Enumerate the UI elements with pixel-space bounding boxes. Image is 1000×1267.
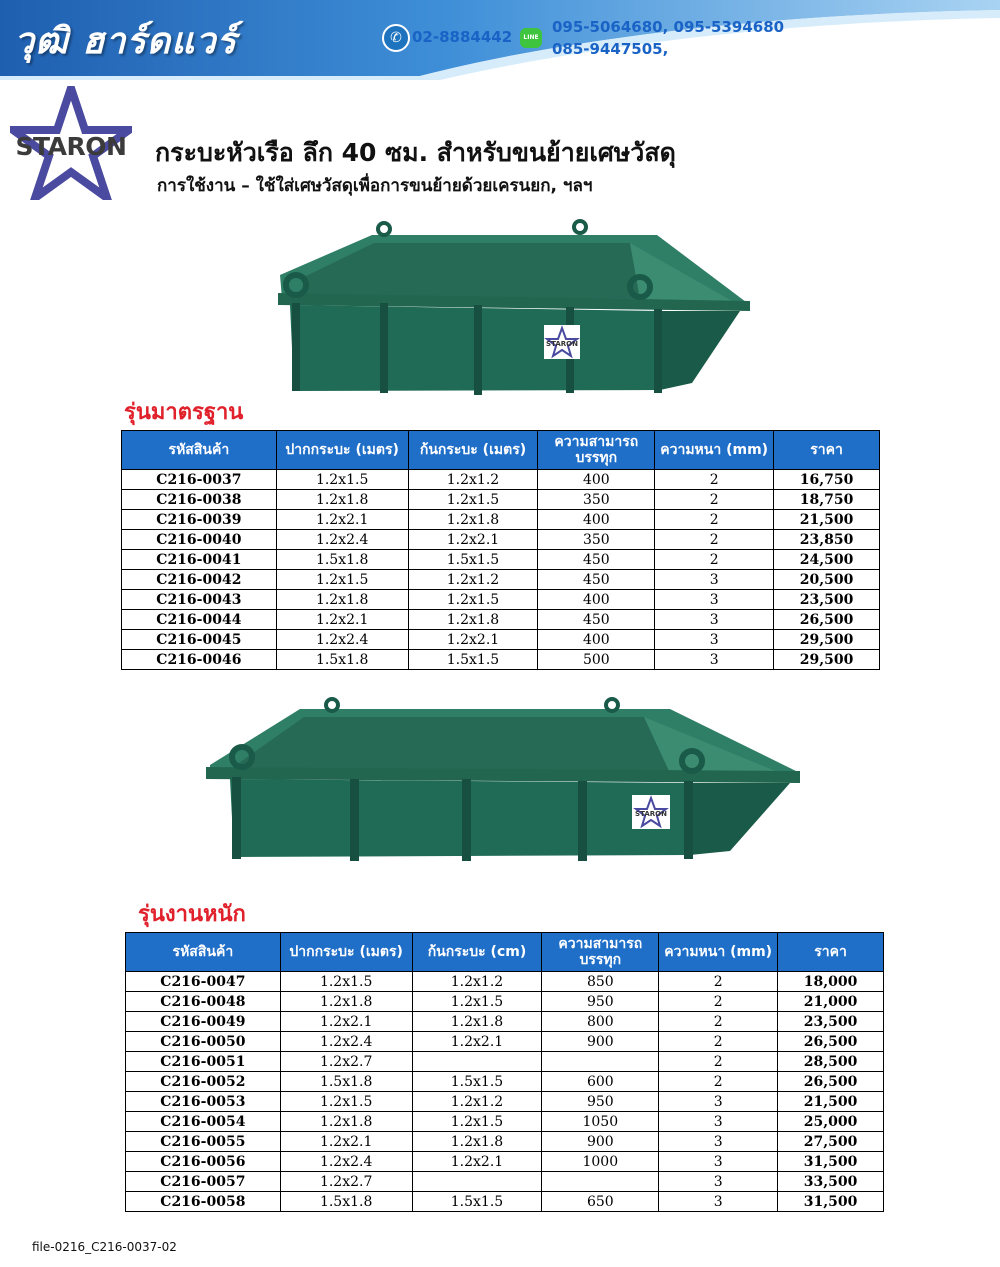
- top-size-cell: 1.2x1.5: [280, 972, 412, 992]
- product-code-cell: C216-0044: [122, 610, 277, 630]
- table-row: [122, 530, 880, 550]
- bottom-size-cell: 1.5x1.5: [408, 650, 538, 670]
- table-row: [122, 490, 880, 510]
- top-size-cell: 1.2x1.8: [280, 992, 412, 1012]
- capacity-cell: 400: [538, 470, 655, 490]
- table-row: [126, 1132, 884, 1152]
- top-size-cell: 1.5x1.8: [276, 650, 408, 670]
- table-row: [122, 550, 880, 570]
- product-code-cell: C216-0042: [122, 570, 277, 590]
- file-id-footer: file-0216_C216-0037-02: [32, 1240, 177, 1254]
- top-size-cell: 1.5x1.8: [280, 1072, 412, 1092]
- price-cell: 25,000: [778, 1112, 884, 1132]
- phone-icon: ✆: [382, 24, 410, 52]
- product-code-cell: C216-0057: [126, 1172, 281, 1192]
- bottom-size-cell: 1.2x1.2: [412, 1092, 542, 1112]
- bottom-size-cell: 1.2x1.5: [412, 1112, 542, 1132]
- col-header-price: ราคา: [778, 933, 884, 972]
- table-row: [126, 1032, 884, 1052]
- thickness-cell: 3: [659, 1192, 778, 1212]
- table-row: [126, 1152, 884, 1172]
- price-cell: 21,000: [778, 992, 884, 1012]
- bottom-size-cell: [412, 1052, 542, 1072]
- table-header-row: [126, 933, 884, 972]
- price-cell: 21,500: [778, 1092, 884, 1112]
- col-header-thickness: ความหนา (mm): [655, 431, 774, 470]
- col-header-bottom-size: ก้นกระบะ (cm): [412, 933, 542, 972]
- product-code-cell: C216-0049: [126, 1012, 281, 1032]
- price-cell: 33,500: [778, 1172, 884, 1192]
- logo-text: STARON: [15, 132, 127, 161]
- bottom-size-cell: 1.2x1.8: [408, 610, 538, 630]
- bottom-size-cell: 1.2x1.2: [412, 972, 542, 992]
- product-code-cell: C216-0046: [122, 650, 277, 670]
- thickness-cell: 3: [655, 630, 774, 650]
- top-size-cell: 1.2x2.4: [280, 1152, 412, 1172]
- table-row: [122, 650, 880, 670]
- table-row: [122, 470, 880, 490]
- table-row: [122, 630, 880, 650]
- product-code-cell: C216-0050: [126, 1032, 281, 1052]
- top-size-cell: 1.2x2.1: [276, 610, 408, 630]
- product-code-cell: C216-0056: [126, 1152, 281, 1172]
- thickness-cell: 2: [659, 972, 778, 992]
- thickness-cell: 3: [659, 1112, 778, 1132]
- bottom-size-cell: 1.2x2.1: [412, 1152, 542, 1172]
- capacity-cell: 950: [542, 1092, 659, 1112]
- thickness-cell: 2: [655, 550, 774, 570]
- col-header-capacity: ความสามารถ บรรทุก: [538, 431, 655, 470]
- capacity-cell: 500: [538, 650, 655, 670]
- price-cell: 18,000: [778, 972, 884, 992]
- capacity-cell: 1050: [542, 1112, 659, 1132]
- top-size-cell: 1.2x1.5: [280, 1092, 412, 1112]
- price-cell: 26,500: [774, 610, 880, 630]
- thickness-cell: 3: [655, 610, 774, 630]
- svg-text:STARON: STARON: [546, 340, 578, 348]
- mobile-numbers-line1[interactable]: 095-5064680, 095-5394680: [552, 18, 785, 36]
- table-row: [126, 992, 884, 1012]
- product-code-cell: C216-0045: [122, 630, 277, 650]
- thickness-cell: 3: [655, 650, 774, 670]
- thickness-cell: 3: [659, 1152, 778, 1172]
- product-subtitle: การใช้งาน – ใช้ใส่เศษวัสดุเพื่อการขนย้ายด้วยเครนยก, ฯลฯ: [157, 176, 593, 196]
- top-size-cell: 1.5x1.8: [280, 1192, 412, 1212]
- table-row: [122, 610, 880, 630]
- top-size-cell: 1.2x1.8: [276, 490, 408, 510]
- top-size-cell: 1.2x2.7: [280, 1052, 412, 1072]
- price-cell: 23,850: [774, 530, 880, 550]
- top-size-cell: 1.2x2.4: [280, 1032, 412, 1052]
- bottom-size-cell: 1.5x1.5: [412, 1072, 542, 1092]
- table-row: [126, 1012, 884, 1032]
- standard-section-title: รุ่นมาตรฐาน: [124, 400, 244, 425]
- capacity-cell: 1000: [542, 1152, 659, 1172]
- capacity-cell: 900: [542, 1032, 659, 1052]
- thickness-cell: 2: [659, 1032, 778, 1052]
- bottom-size-cell: 1.2x1.8: [412, 1132, 542, 1152]
- price-cell: 23,500: [778, 1012, 884, 1032]
- price-cell: 26,500: [778, 1072, 884, 1092]
- bottom-size-cell: 1.2x2.1: [408, 530, 538, 550]
- staron-logo: [10, 86, 132, 200]
- thickness-cell: 2: [659, 1012, 778, 1032]
- thickness-cell: 2: [655, 530, 774, 550]
- capacity-cell: 600: [542, 1072, 659, 1092]
- product-code-cell: C216-0051: [126, 1052, 281, 1072]
- line-app-icon: LINE: [520, 28, 542, 48]
- table-row: [126, 1112, 884, 1132]
- svg-text:STARON: STARON: [635, 810, 667, 818]
- product-code-cell: C216-0041: [122, 550, 277, 570]
- thickness-cell: 2: [655, 510, 774, 530]
- table-row: [126, 1052, 884, 1072]
- bottom-size-cell: 1.2x1.5: [408, 490, 538, 510]
- price-cell: 29,500: [774, 630, 880, 650]
- capacity-cell: 400: [538, 630, 655, 650]
- capacity-cell: [542, 1052, 659, 1072]
- bottom-size-cell: 1.5x1.5: [408, 550, 538, 570]
- price-cell: 23,500: [774, 590, 880, 610]
- capacity-cell: 400: [538, 510, 655, 530]
- bottom-size-cell: 1.2x2.1: [408, 630, 538, 650]
- heavy-section-title: รุ่นงานหนัก: [138, 902, 246, 927]
- table-row: [126, 1072, 884, 1092]
- col-header-thickness: ความหนา (mm): [659, 933, 778, 972]
- product-code-cell: C216-0048: [126, 992, 281, 1012]
- thickness-cell: 2: [659, 992, 778, 1012]
- col-header-code: รหัสสินค้า: [126, 933, 281, 972]
- bottom-size-cell: 1.2x1.2: [408, 470, 538, 490]
- capacity-cell: [542, 1172, 659, 1192]
- price-cell: 31,500: [778, 1192, 884, 1212]
- heavy-spec-table: [125, 932, 884, 1212]
- capacity-cell: 850: [542, 972, 659, 992]
- capacity-cell: 400: [538, 590, 655, 610]
- bottom-size-cell: 1.5x1.5: [412, 1192, 542, 1212]
- price-cell: 29,500: [774, 650, 880, 670]
- product-code-cell: C216-0054: [126, 1112, 281, 1132]
- top-size-cell: 1.2x2.1: [280, 1132, 412, 1152]
- thickness-cell: 3: [655, 570, 774, 590]
- heavy-bin-image: [200, 695, 810, 880]
- mobile-numbers-line2[interactable]: 085-9447505,: [552, 40, 669, 58]
- thickness-cell: 3: [655, 590, 774, 610]
- bottom-size-cell: 1.2x1.2: [408, 570, 538, 590]
- capacity-cell: 350: [538, 530, 655, 550]
- top-size-cell: 1.5x1.8: [276, 550, 408, 570]
- table-row: [122, 570, 880, 590]
- product-code-cell: C216-0038: [122, 490, 277, 510]
- thickness-cell: 3: [659, 1172, 778, 1192]
- capacity-cell: 450: [538, 610, 655, 630]
- thickness-cell: 3: [659, 1092, 778, 1112]
- header-band: [0, 0, 1000, 80]
- capacity-cell: 450: [538, 550, 655, 570]
- price-cell: 24,500: [774, 550, 880, 570]
- price-cell: 26,500: [778, 1032, 884, 1052]
- price-cell: 31,500: [778, 1152, 884, 1172]
- capacity-cell: 350: [538, 490, 655, 510]
- bottom-size-cell: 1.2x1.8: [412, 1012, 542, 1032]
- product-code-cell: C216-0052: [126, 1072, 281, 1092]
- col-header-code: รหัสสินค้า: [122, 431, 277, 470]
- capacity-cell: 800: [542, 1012, 659, 1032]
- top-size-cell: 1.2x2.4: [276, 530, 408, 550]
- top-size-cell: 1.2x1.5: [276, 470, 408, 490]
- col-header-top-size: ปากกระบะ (เมตร): [280, 933, 412, 972]
- price-cell: 20,500: [774, 570, 880, 590]
- bottom-size-cell: 1.2x2.1: [412, 1032, 542, 1052]
- table-row: [126, 1192, 884, 1212]
- table-row: [122, 510, 880, 530]
- price-cell: 18,750: [774, 490, 880, 510]
- bottom-size-cell: 1.2x1.8: [408, 510, 538, 530]
- capacity-cell: 950: [542, 992, 659, 1012]
- thickness-cell: 2: [659, 1052, 778, 1072]
- standard-spec-table: [121, 430, 880, 670]
- table-row: [122, 590, 880, 610]
- top-size-cell: 1.2x1.5: [276, 570, 408, 590]
- col-header-bottom-size: ก้นกระบะ (เมตร): [408, 431, 538, 470]
- product-code-cell: C216-0037: [122, 470, 277, 490]
- price-cell: 28,500: [778, 1052, 884, 1072]
- price-cell: 21,500: [774, 510, 880, 530]
- capacity-cell: 900: [542, 1132, 659, 1152]
- capacity-cell: 450: [538, 570, 655, 590]
- phone-number[interactable]: 02-8884442: [412, 28, 513, 46]
- top-size-cell: 1.2x2.1: [280, 1012, 412, 1032]
- table-row: [126, 1092, 884, 1112]
- product-code-cell: C216-0058: [126, 1192, 281, 1212]
- thickness-cell: 3: [659, 1132, 778, 1152]
- table-row: [126, 1172, 884, 1192]
- top-size-cell: 1.2x2.4: [276, 630, 408, 650]
- top-size-cell: 1.2x2.7: [280, 1172, 412, 1192]
- bottom-size-cell: 1.2x1.5: [412, 992, 542, 1012]
- product-title: กระบะหัวเรือ ลึก 40 ซม. สำหรับขนย้ายเศษวัสดุ: [155, 138, 676, 167]
- col-header-price: ราคา: [774, 431, 880, 470]
- price-cell: 27,500: [778, 1132, 884, 1152]
- table-row: [126, 972, 884, 992]
- product-code-cell: C216-0040: [122, 530, 277, 550]
- table-header-row: [122, 431, 880, 470]
- price-cell: 16,750: [774, 470, 880, 490]
- capacity-cell: 650: [542, 1192, 659, 1212]
- product-code-cell: C216-0043: [122, 590, 277, 610]
- product-code-cell: C216-0053: [126, 1092, 281, 1112]
- standard-bin-image: [262, 215, 762, 405]
- top-size-cell: 1.2x1.8: [276, 590, 408, 610]
- thickness-cell: 2: [655, 490, 774, 510]
- col-header-top-size: ปากกระบะ (เมตร): [276, 431, 408, 470]
- store-brand-name: วุฒิ ฮาร์ดแวร์: [14, 21, 237, 62]
- top-size-cell: 1.2x1.8: [280, 1112, 412, 1132]
- product-code-cell: C216-0047: [126, 972, 281, 992]
- bottom-size-cell: [412, 1172, 542, 1192]
- top-size-cell: 1.2x2.1: [276, 510, 408, 530]
- product-code-cell: C216-0055: [126, 1132, 281, 1152]
- thickness-cell: 2: [655, 470, 774, 490]
- thickness-cell: 2: [659, 1072, 778, 1092]
- bottom-size-cell: 1.2x1.5: [408, 590, 538, 610]
- product-code-cell: C216-0039: [122, 510, 277, 530]
- col-header-capacity: ความสามารถ บรรทุก: [542, 933, 659, 972]
